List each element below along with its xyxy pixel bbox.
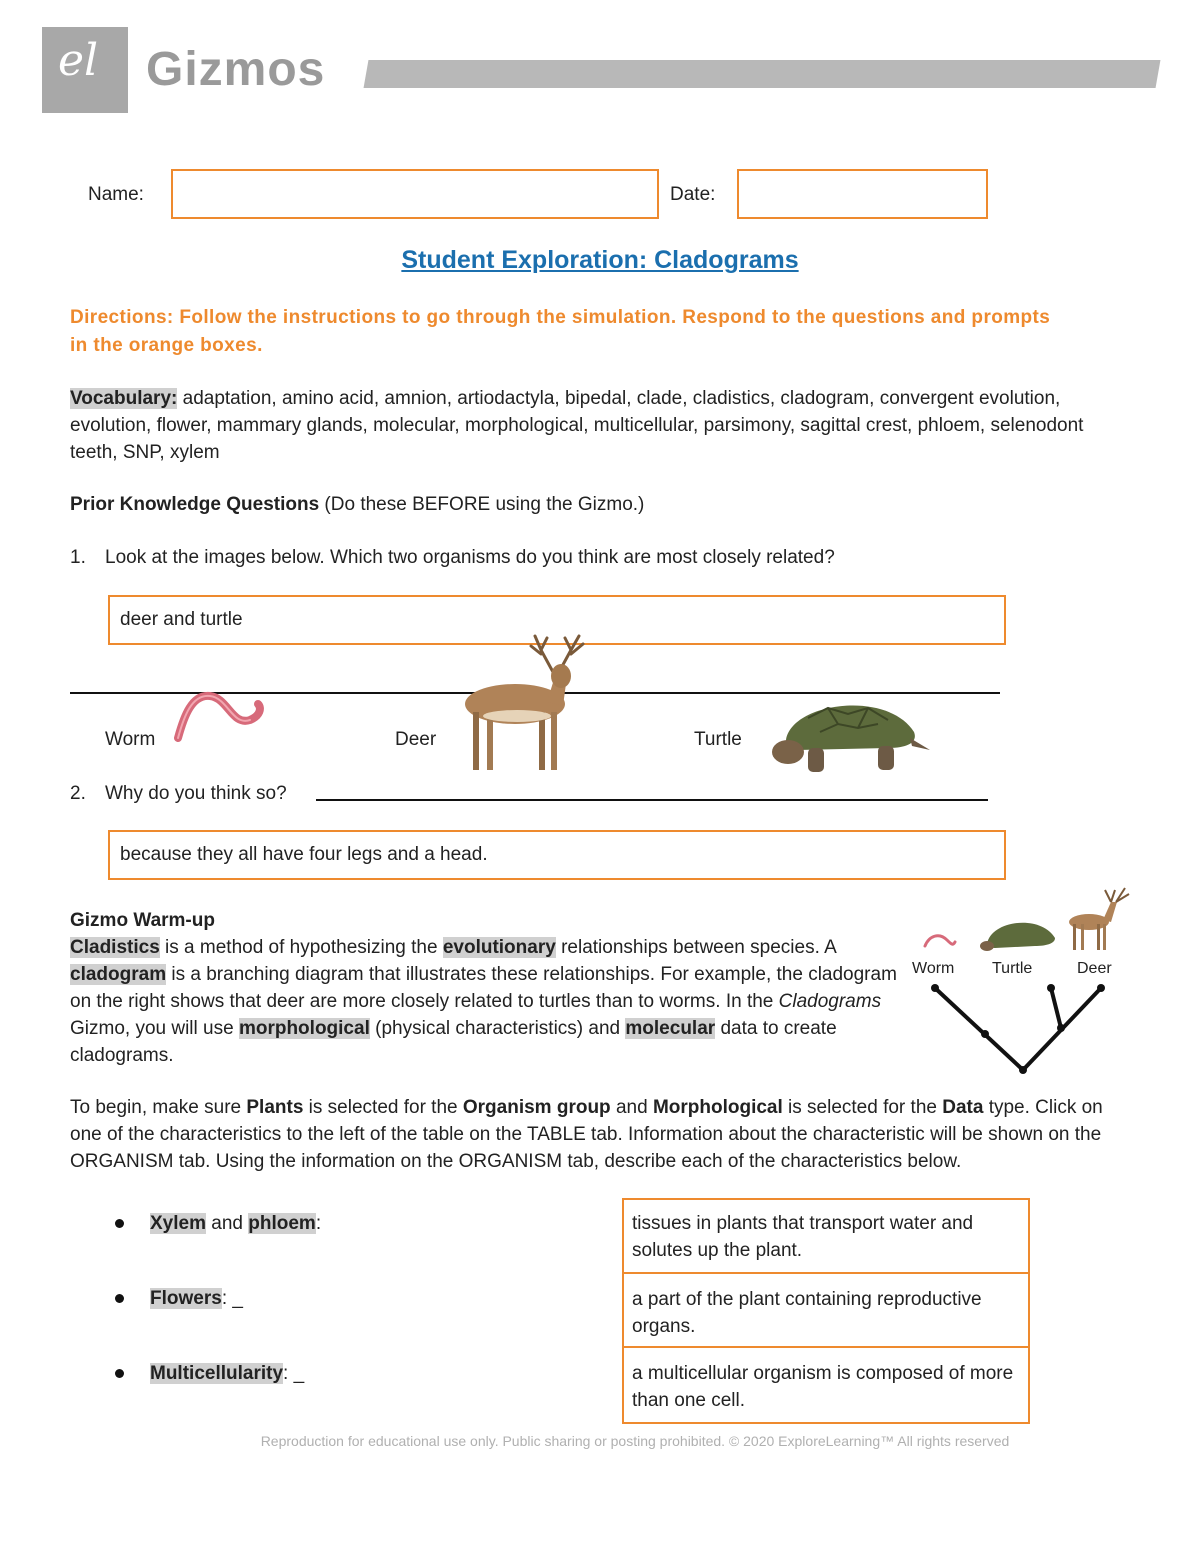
characteristic-answer-box-3[interactable] bbox=[622, 1346, 1030, 1424]
footer: Reproduction for educational use only. Public sharing or posting prohibited. © 2020 ExploreLearning™ All rights reserved bbox=[260, 1433, 1010, 1449]
term-flowers: Flowers bbox=[150, 1288, 222, 1309]
prior-knowledge-heading bbox=[70, 491, 644, 518]
prior-note: (Do these BEFORE using the Gizmo.) bbox=[319, 494, 645, 515]
turtle-leg bbox=[878, 746, 894, 770]
characteristic-joiner: and bbox=[205, 1213, 249, 1234]
vocabulary bbox=[70, 385, 1130, 466]
warmup-text: (physical characteristics) and bbox=[369, 1018, 626, 1039]
instructions-text: is selected for the bbox=[303, 1097, 463, 1118]
warmup-text: is a method of hypothesizing the bbox=[159, 937, 443, 958]
term-data: Data bbox=[942, 1097, 984, 1118]
name-field[interactable] bbox=[171, 169, 659, 219]
bullet-1 bbox=[115, 1219, 124, 1228]
cladogram-node bbox=[981, 1030, 989, 1038]
mini-deer bbox=[1069, 888, 1129, 950]
deer-leg bbox=[539, 712, 545, 770]
cladogram-branch bbox=[1051, 988, 1061, 1028]
instructions-text: To begin, make sure bbox=[70, 1097, 247, 1118]
question-2-text: Why do you think so? bbox=[105, 783, 287, 804]
turtle-shell bbox=[786, 706, 915, 750]
instructions-text: is selected for the bbox=[782, 1097, 943, 1118]
mini-worm bbox=[925, 936, 955, 946]
warmup-text: is a branching diagram that illustrates these relationships. For example, the cladogram on the right shows that deer are more closely related to turtles than to worms. In the bbox=[70, 964, 897, 1012]
term-xylem: Xylem bbox=[150, 1213, 206, 1234]
cladogram-branch bbox=[935, 988, 1023, 1070]
worm-body bbox=[178, 696, 260, 738]
deer-leg bbox=[487, 714, 493, 770]
vocabulary-label: Vocabulary: bbox=[70, 388, 178, 409]
warmup-paragraph bbox=[70, 934, 900, 1069]
characteristic-answer-2: a part of the plant containing reproductive organs. bbox=[632, 1289, 982, 1337]
characteristic-answer-box-2[interactable] bbox=[622, 1272, 1030, 1348]
characteristic-suffix: : bbox=[315, 1213, 322, 1234]
cladogram-node bbox=[1047, 984, 1055, 992]
characteristic-answer-3: a multicellular organism is composed of more than one cell. bbox=[632, 1363, 1014, 1411]
question-1-text: Look at the images below. Which two organisms do you think are most closely related? bbox=[105, 547, 835, 568]
worm-image bbox=[170, 686, 270, 746]
characteristic-suffix: : _ bbox=[221, 1288, 243, 1309]
logo-letters: el bbox=[58, 35, 99, 86]
term-evolutionary: evolutionary bbox=[442, 937, 556, 958]
cladogram-label-deer: Deer bbox=[1077, 960, 1112, 977]
gizmo-name: Cladograms bbox=[778, 991, 882, 1012]
bullet-2 bbox=[115, 1294, 124, 1303]
name-value bbox=[173, 171, 183, 192]
term-multicellularity: Multicellularity bbox=[150, 1363, 284, 1384]
cladogram-label-turtle: Turtle bbox=[992, 960, 1033, 977]
turtle-image bbox=[768, 688, 934, 780]
cladogram-node bbox=[1057, 1024, 1065, 1032]
answer-2-text: because they all have four legs and a head. bbox=[120, 844, 488, 865]
term-organism-group: Organism group bbox=[462, 1097, 611, 1118]
name-label: Name: bbox=[88, 184, 144, 205]
deer-image bbox=[455, 632, 595, 777]
instructions-text: type. Click on one of the characteristics to the left of the table on the TABLE tab. Information about the characteristic will be shown on the ORGANISM tab. Using the information on the ORGANISM tab, describe each of the characteristics below. bbox=[70, 1097, 1103, 1172]
term-cladogram: cladogram bbox=[70, 964, 167, 985]
mini-turtle bbox=[986, 923, 1055, 948]
deer-leg bbox=[473, 712, 479, 770]
characteristic-answer-1: tissues in plants that transport water and solutes up the plant. bbox=[632, 1213, 974, 1261]
instructions-paragraph bbox=[70, 1094, 1130, 1175]
warmup-text: data to create cladograms. bbox=[70, 1018, 837, 1066]
instructions-text: and bbox=[610, 1097, 653, 1118]
warmup-heading: Gizmo Warm-up bbox=[70, 910, 215, 931]
vocabulary-text: adaptation, amino acid, amnion, artiodactyla, bipedal, clade, cladistics, cladogram, convergent evolution, evolution, flower, mammary glands, molecular, morphological, multicellular, parsimony, sagittal crest, phloem, selenodont teeth, SNP, xylem bbox=[70, 388, 1084, 463]
answer-box-2[interactable] bbox=[108, 830, 1006, 880]
date-field[interactable] bbox=[737, 169, 988, 219]
header-bar bbox=[364, 60, 1161, 88]
question-1-number: 1. bbox=[70, 547, 86, 568]
deer-label: Deer bbox=[395, 729, 437, 750]
brand-name: Gizmos bbox=[146, 43, 326, 96]
term-plants: Plants bbox=[246, 1097, 304, 1118]
mini-turtle-head bbox=[980, 941, 994, 951]
term-morphological-bold: Morphological bbox=[652, 1097, 783, 1118]
question-2-number: 2. bbox=[70, 783, 86, 804]
directions: Directions: Follow the instructions to go through the simulation. Respond to the questions and prompts in the orange boxes. bbox=[70, 307, 1051, 356]
date-label: Date: bbox=[670, 184, 716, 205]
term-phloem: phloem bbox=[248, 1213, 316, 1234]
characteristic-suffix: : _ bbox=[283, 1363, 305, 1384]
worm-label: Worm bbox=[105, 729, 156, 750]
term-molecular: molecular bbox=[625, 1018, 716, 1039]
answer-1-text: deer and turtle bbox=[120, 609, 243, 630]
cladogram-node bbox=[1019, 1066, 1027, 1074]
prior-heading: Prior Knowledge Questions bbox=[70, 494, 320, 515]
cladogram-node bbox=[931, 984, 939, 992]
cladogram-label-worm: Worm bbox=[912, 960, 955, 977]
warmup-text: Gizmo, you will use bbox=[70, 1018, 239, 1039]
characteristic-1 bbox=[150, 1210, 321, 1237]
bullet-3 bbox=[115, 1369, 124, 1378]
deer-head bbox=[551, 664, 571, 688]
question-2-underline bbox=[316, 799, 988, 801]
turtle-head bbox=[772, 740, 804, 764]
date-value bbox=[739, 171, 749, 192]
turtle-label: Turtle bbox=[694, 729, 742, 750]
cladogram-node bbox=[1097, 984, 1105, 992]
term-morphological: morphological bbox=[238, 1018, 370, 1039]
characteristic-answer-box-1[interactable] bbox=[622, 1198, 1030, 1274]
characteristic-3 bbox=[150, 1360, 304, 1387]
term-cladistics: Cladistics bbox=[70, 937, 160, 958]
logo bbox=[42, 27, 128, 113]
page-title: Student Exploration: Cladograms bbox=[401, 246, 799, 274]
deer-belly bbox=[483, 710, 551, 722]
warmup-text: relationships between species. A bbox=[555, 937, 836, 958]
turtle-leg bbox=[808, 748, 824, 772]
characteristic-2 bbox=[150, 1285, 243, 1312]
deer-leg bbox=[551, 712, 557, 770]
